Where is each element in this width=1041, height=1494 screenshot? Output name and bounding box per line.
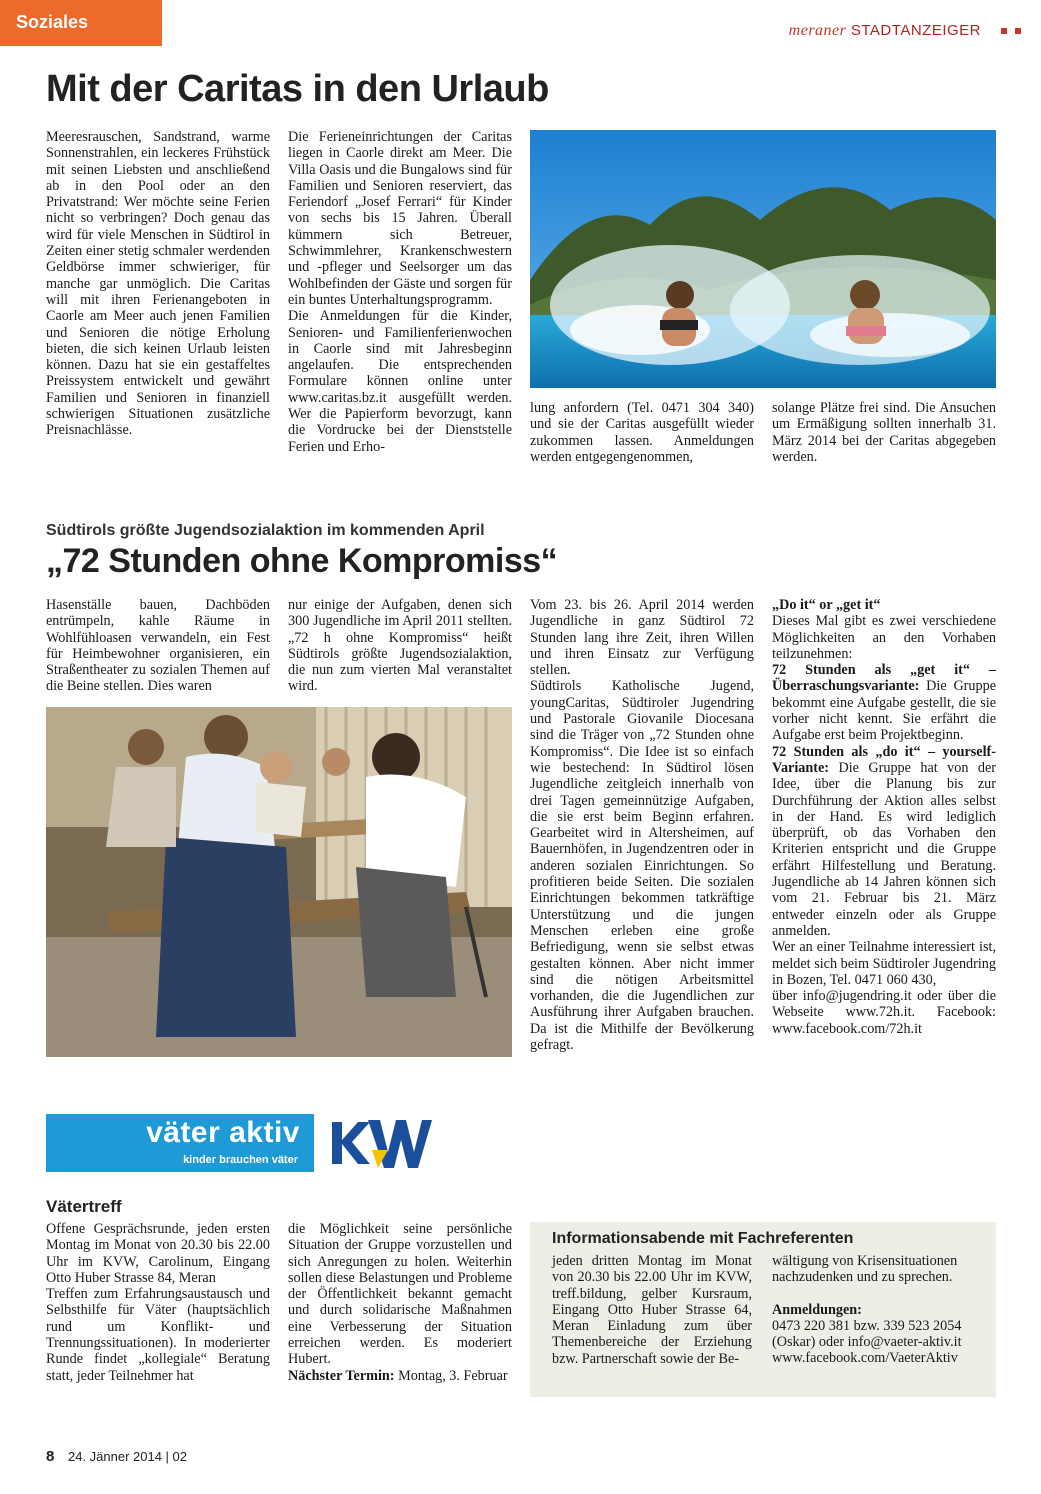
registration-label: Anmeldungen:	[772, 1301, 862, 1318]
brand-name: STADTANZEIGER	[850, 22, 981, 39]
article2-kicker: Südtirols größte Jugendsozialaktion im kommenden April	[46, 522, 485, 539]
infobox-col1: jeden dritten Montag im Monat von 20.30 bis 22.00 Uhr im KVW, treff.bildung, gelber Kursraum, Eingang Otto Huber Strasse 64, Meran Einladung zum über Themenbereiche der Erziehung bzw. Partnerschaft sowie der Be-	[552, 1253, 752, 1367]
article2-col2: nur einige der Aufgaben, denen sich 300 Jugendliche im April 2011 stellten. „72 h ohne Kompromiss“ heißt Südtirols größte Jugendsozialaktion, die nun zum vierten Mal veranstaltet wird.	[288, 597, 512, 695]
article3-col2: die Möglichkeit seine persönliche Situation der Gruppe vorzustellen und sich Anregungen zu holen. Weiterhin sollen diese Belastungen und Probleme der Öffentlichkeit bekannt gemacht und durch solidarische Maßnahmen eine Verbesserung der Situation erreichen werden. Es moderiert Hubert. Nächster Termin: Montag, 3. Februar	[288, 1221, 512, 1384]
article1-col2: Die Ferieneinrichtungen der Caritas liegen in Caorle direkt am Meer. Die Villa Oasis und die Bungalows sind für Familien und Senioren reserviert, das Feriendorf „Josef Ferrari“ für Kinder von sechs bis 15 Jahren. Überall kümmern sich Betreuer, Schwimmlehrer, Krankenschwestern und -pfleger und Seelsorger um das Wohlbefinden der Gäste und sorgen für ein buntes Unterhaltungsprogramm. Die Anmeldungen für die Kinder, Senioren- und Familienferienwochen in Caorle sind mit Jahresbeginn angelaufen. Die entsprechenden Formulare können online unter www.caritas.bz.it ausgefüllt werden. Wer die Papierform bevorzugt, kann die Vordrucke bei der Dienststelle Ferien und Erho-	[288, 129, 512, 455]
vaeter-aktiv-logo-title: väter aktiv	[146, 1116, 300, 1149]
vaeter-aktiv-logo	[46, 1114, 314, 1172]
article1-col4: solange Plätze frei sind. Die Ansuchen um Ermäßigung sollten innerhalb 31. März 2014 bei der Caritas abgegeben werden.	[772, 400, 996, 465]
brand-logo	[789, 22, 981, 40]
page-footer	[46, 1448, 187, 1465]
article2-col4: „Do it“ or „get it“ Dieses Mal gibt es zwei verschiedene Möglichkeiten an den Vorhaben teilzunehmen: 72 Stunden als „get it“ – Überraschungsvariante: Die Gruppe bekommt eine Aufgabe gestellt, die sie vorher nicht kennt. Sie erfährt die Aufgabe erst beim Projektbeginn. 72 Stunden als „do it“ – yourself-Variante: Die Gruppe hat von der Idee, über die Planung bis zur Durchführung der Aktion alles selbst in der Hand. Es wird lediglich überprüft, ob das Vorhaben den Kriterien entspricht und die Gruppe erfährt Hilfestellung und Beratung. Jugendliche ab 14 Jahren können sich vom 21. Februar bis 21. März entweder einzeln oder als Gruppe anmelden. Wer an einer Teilnahme interessiert ist, meldet sich beim Südtiroler Jugendring in Bozen, Tel. 0471 060 430, über info@jugendring.it oder über die Webseite www.72h.it. Facebook: www.facebook.com/72h.it	[772, 597, 996, 1037]
get-it-label: 72 Stunden als „get it“ – Überraschungsvariante:	[772, 662, 996, 695]
article2-col1: Hasenställe bauen, Dachböden entrümpeln, kahle Räume in Wohlfühloasen verwandeln, ein Fest für Heimbewohner organisieren, ein Straßentheater zu sozialen Themen auf die Beine stellen. Dies waren	[46, 597, 270, 695]
do-it-label: 72 Stunden als „do it“ – yourself-Variante:	[772, 743, 996, 776]
article2-title: „72 Stunden ohne Kompromiss“	[46, 542, 558, 580]
article2-col4-head: „Do it“ or „get it“	[772, 597, 881, 613]
kvw-logo	[328, 1116, 434, 1170]
brand-square-icon	[1015, 28, 1021, 34]
pool-splash-photo	[530, 130, 996, 388]
brand-square-icon	[1001, 28, 1007, 34]
article1-title: Mit der Caritas in den Urlaub	[46, 68, 549, 110]
article2-col3: Vom 23. bis 26. April 2014 werden Jugendliche in ganz Südtirol 72 Stunden lang ihre Zeit, ihren Willen und ihren Einsatz zur Verfügung stellen. Südtirols Katholische Jugend, youngCaritas, Südtiroler Jugendring und Pastorale Giovanile Diocesana sind die Träger von „72 Stunden ohne Kompromiss“. Die Idee ist so einfach wie bestechend: In Südtirol lösen Jugendliche zeitgleich innerhalb von drei Tagen gemeinnützige Aufgaben, die sie erst beim Beginn erfahren. Gearbeitet wird in Altersheimen, auf Bauernhöfen, in Jugendzentren oder in anderen sozialen Einrichtungen. So profitieren beide Seiten. Die sozialen Einrichtungen bekommen tatkräftige Unterstützung und die jungen Menschen erleben eine große Befriedigung, wenn sie selbst etwas gestalten können. Aber nicht immer sind die nötigen Arbeitsmittel vorhanden, die die Jugendlichen zur Ausführung ihrer Aufgaben brauchen. Da ist die Mithilfe der Bevölkerung gefragt.	[530, 597, 754, 1054]
page-number: 8	[46, 1448, 55, 1465]
article3-title: Vätertreff	[46, 1197, 122, 1216]
article3-col1: Offene Gesprächsrunde, jeden ersten Montag im Monat von 20.30 bis 22.00 Uhr im KVW, Carolinum, Eingang Otto Huber Strasse 84, Meran Treffen zum Erfahrungsaustausch und Selbsthilfe für Väter (hauptsächlich rund um Konflikt- und Trennungssituationen). In moderierter Runde findet „kollegiale“ Beratung statt, jeder Teilnehmer hat	[46, 1221, 270, 1384]
next-date-label: Nächster Termin:	[288, 1367, 395, 1384]
vaeter-aktiv-logo-sub: kinder brauchen väter	[183, 1154, 298, 1166]
section-tab	[0, 0, 162, 46]
article1-col3: lung anfordern (Tel. 0471 304 340) und sie der Caritas ausgefüllt wieder zukommen lassen. Anmeldungen werden entgegengenommen,	[530, 400, 754, 465]
info-box	[530, 1222, 996, 1397]
section-label: Soziales	[16, 12, 89, 32]
youth-sawing-photo	[46, 707, 512, 1057]
brand-prefix: meraner	[788, 22, 847, 39]
infobox-title: Informationsabende mit Fachreferenten	[552, 1230, 854, 1247]
article1-col1: Meeresrauschen, Sandstrand, warme Sonnenstrahlen, ein leckeres Frühstück mit seinen Liebsten und anschließend ab in den Pool oder an den Privatstrand: Wer möchte seine Ferien nicht so verbringen? Doch genau das wird für viele Menschen in Südtirol in Zeiten einer stetig schmaler werdenden Geldbörse immer schwieriger, für manche gar unmöglich. Die Caritas will mit ihren Ferienangeboten in Caorle am Meer auch jenen Familien und Senioren die nötige Erholung bieten, die sich keinen Urlaub leisten können. Dazu hat sie ein gestaffeltes Preissystem entwickelt und gewährt Familien und Senioren in finanziell schwierigen Situationen zusätzliche Preisnachlässe.	[46, 129, 270, 439]
infobox-col2: wältigung von Krisensituationen nachzudenken und zu sprechen. Anmeldungen: 0473 220 381 bzw. 339 523 2054 (Oskar) oder info@vaeter-aktiv.it www.facebook.com/VaeterAktiv	[772, 1253, 962, 1367]
issue-date: 24. Jänner 2014 | 02	[67, 1449, 187, 1464]
